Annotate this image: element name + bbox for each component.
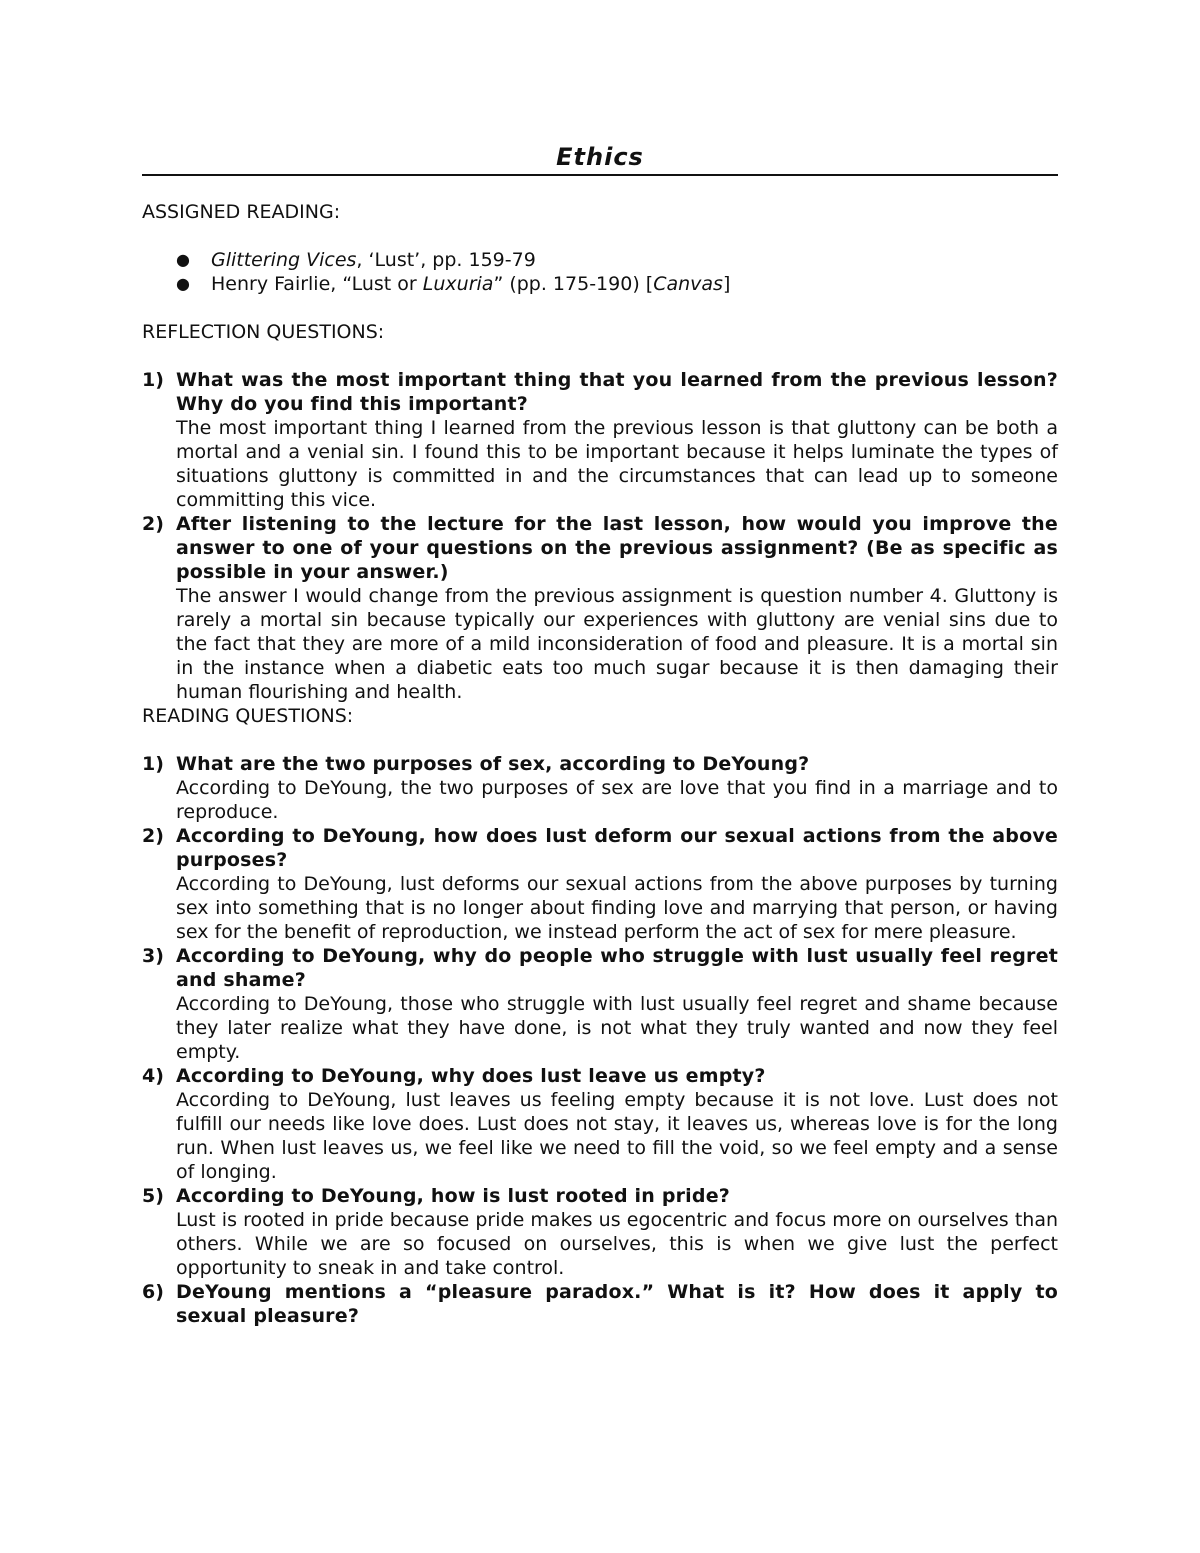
question-item	[142, 368, 1058, 512]
page-title: Ethics	[556, 143, 644, 171]
title-underline	[142, 174, 1058, 176]
reflection-questions-heading: REFLECTION QUESTIONS:	[142, 321, 385, 343]
question-text: After listening to the lecture for the last lesson, how would you improve the answer to one of your questions on the previous assignment? (Be as specific as possible in your answer.)	[176, 513, 1058, 583]
reading-questions-heading: READING QUESTIONS:	[142, 705, 354, 727]
assigned-reading-heading: ASSIGNED READING:	[142, 201, 341, 223]
bullet-icon: ●	[176, 250, 190, 269]
question-text: According to DeYoung, why do people who struggle with lust usually feel regret and shame?	[176, 945, 1058, 991]
reading-item-source: Canvas	[653, 273, 723, 295]
answer-text: The most important thing I learned from the previous lesson is that gluttony can be both a mortal and a venial sin. I found this to be important because it helps luminate the types of situations gluttony is committed in and the circumstances that can lead up to someone committing this vice.	[176, 417, 1058, 511]
reading-item-title-italic: Luxuria	[422, 273, 494, 295]
question-number: 5)	[142, 1185, 164, 1207]
question-text: According to DeYoung, how does lust deform our sexual actions from the above purposes?	[176, 825, 1058, 871]
question-number: 6)	[142, 1281, 164, 1303]
question-text: What was the most important thing that you learned from the previous lesson? Why do you find this important?	[176, 369, 1058, 415]
question-text: What are the two purposes of sex, according to DeYoung?	[176, 753, 810, 775]
bullet-icon: ●	[176, 274, 190, 293]
question-item	[142, 512, 1058, 704]
assigned-reading-list	[142, 248, 1058, 296]
answer-text: According to DeYoung, the two purposes of sex are love that you find in a marriage and to reproduce.	[176, 777, 1058, 823]
reflection-question-list	[142, 368, 1058, 704]
question-text: DeYoung mentions a “pleasure paradox.” What is it? How does it apply to sexual pleasure?	[176, 1281, 1058, 1327]
question-text: According to DeYoung, why does lust leave us empty?	[176, 1065, 766, 1087]
document-page	[142, 140, 1058, 1328]
question-number: 2)	[142, 825, 164, 847]
reading-item-pages: ” (pp. 175-190) [	[493, 273, 654, 295]
question-item	[142, 752, 1058, 824]
reading-question-list	[142, 752, 1058, 1328]
question-item	[142, 944, 1058, 1064]
reading-item-close: ]	[722, 273, 731, 295]
answer-text: According to DeYoung, lust deforms our sexual actions from the above purposes by turning sex into something that is no longer about finding love and marrying that person, or having sex for the benefit of reproduction, we instead perform the act of sex for mere pleasure.	[176, 873, 1058, 943]
question-number: 2)	[142, 513, 164, 535]
question-text: According to DeYoung, how is lust rooted in pride?	[176, 1185, 731, 1207]
answer-text: According to DeYoung, those who struggle with lust usually feel regret and shame because they later realize what they have done, is not what they truly wanted and now they feel empty.	[176, 993, 1058, 1063]
reading-item	[142, 272, 1058, 296]
reading-item	[142, 248, 1058, 272]
question-number: 4)	[142, 1065, 164, 1087]
question-number: 1)	[142, 369, 164, 391]
reading-item-author: Henry Fairlie, “Lust or	[211, 273, 423, 295]
answer-text: According to DeYoung, lust leaves us feeling empty because it is not love. Lust does not fulfill our needs like love does. Lust does not stay, it leaves us, whereas love is for the long run. When lust leaves us, we feel like we need to fill the void, so we feel empty and a sense of longing.	[176, 1089, 1058, 1183]
answer-text: The answer I would change from the previous assignment is question number 4. Gluttony is rarely a mortal sin because typically our experiences with gluttony are venial sins due to the fact that they are more of a mild inconsideration of food and pleasure. It is a mortal sin in the instance when a diabetic eats too much sugar because it is then damaging their human flourishing and health.	[176, 585, 1058, 703]
question-item	[142, 1184, 1058, 1280]
reading-item-title: Glittering Vices	[211, 249, 357, 271]
question-item	[142, 1280, 1058, 1328]
answer-text: Lust is rooted in pride because pride makes us egocentric and focus more on ourselves than others. While we are so focused on ourselves, this is when we give lust the perfect opportunity to sneak in and take control.	[176, 1209, 1058, 1279]
reading-item-detail: , ‘Lust’, pp. 159-79	[356, 249, 536, 271]
question-item	[142, 1064, 1058, 1184]
question-number: 3)	[142, 945, 164, 967]
question-item	[142, 824, 1058, 944]
question-number: 1)	[142, 753, 164, 775]
